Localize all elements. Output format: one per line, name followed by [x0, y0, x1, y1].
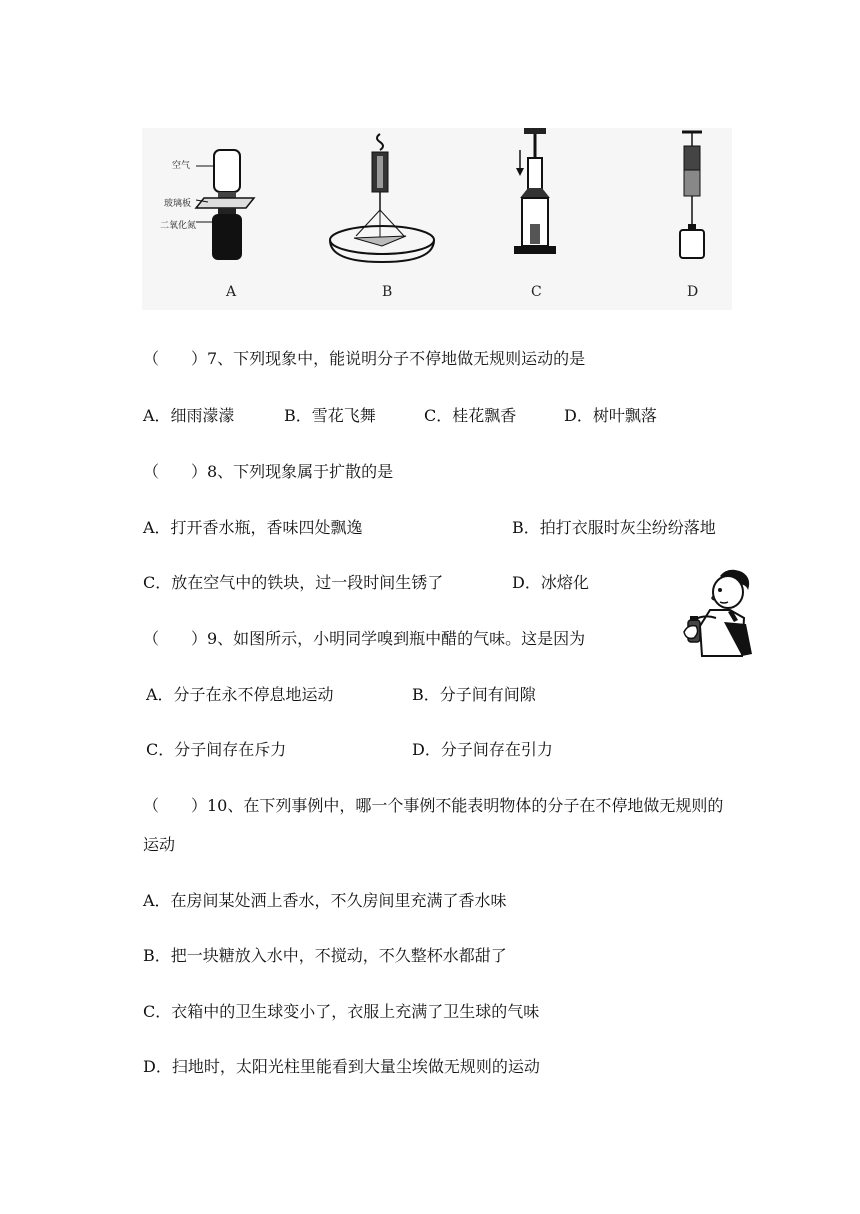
question-7-option-c: C．桂花飘香: [424, 406, 517, 425]
question-8-option-c: C．放在空气中的铁块，过一段时间生锈了: [143, 573, 444, 592]
question-7-option-d: D．树叶飘落: [564, 406, 657, 425]
question-7-option-b: B．雪花飞舞: [284, 406, 376, 425]
question-10-option-a: A．在房间某处洒上香水，不久房间里充满了香水味: [143, 891, 507, 910]
question-8-option-b: B．拍打衣服时灰尘纷纷落地: [512, 518, 716, 537]
figure-label-d: D: [687, 284, 699, 300]
annotation-glass-plate: 玻璃板: [164, 199, 192, 209]
question-9-option-a: A．分子在永不停息地运动: [146, 685, 334, 704]
question-9-option-d: D．分子间存在引力: [412, 740, 553, 759]
experiment-drawings: [142, 128, 732, 310]
question-10-stem-line-2: 运动: [143, 835, 176, 854]
question-8-stem: （ ）8、下列现象属于扩散的是: [143, 462, 394, 481]
question-10-option-c: C．衣箱中的卫生球变小了，衣服上充满了卫生球的气味: [143, 1002, 540, 1021]
question-8-option-a: A．打开香水瓶，香味四处飘逸: [143, 518, 363, 537]
annotation-nitrogen-dioxide: 二氧化氮: [160, 221, 197, 231]
annotation-air: 空气: [172, 161, 191, 171]
figure-c-apparatus: [514, 128, 556, 254]
question-8-option-d: D．冰熔化: [512, 573, 589, 592]
question-9-option-c: C．分子间存在斥力: [146, 740, 287, 759]
question-10-option-b: B．把一块糖放入水中，不搅动，不久整杯水都甜了: [143, 946, 507, 965]
figure-label-b: B: [382, 284, 393, 300]
figure-b-apparatus: [330, 134, 434, 262]
question-10-stem-line-1: （ ）10、在下列事例中，哪一个事例不能表明物体的分子在不停地做无规则的: [143, 796, 724, 815]
question-7-stem: （ ）7、下列现象中，能说明分子不停地做无规则运动的是: [143, 349, 586, 368]
question-10-option-d: D．扫地时，太阳光柱里能看到大量尘埃做无规则的运动: [143, 1057, 540, 1076]
boy-sniffing-bottle-illustration: [680, 566, 758, 662]
question-9-stem: （ ）9、如图所示，小明同学嗅到瓶中醋的气味。这是因为: [143, 629, 586, 648]
question-9-option-b: B．分子间有间隙: [412, 685, 536, 704]
question-7-option-a: A．细雨濛濛: [143, 406, 235, 425]
figure-d-apparatus: [680, 132, 704, 258]
figure-a-apparatus: [196, 150, 254, 260]
figure-label-c: C: [531, 284, 542, 300]
experiment-figure: [142, 128, 732, 310]
figure-label-a: A: [226, 284, 237, 300]
